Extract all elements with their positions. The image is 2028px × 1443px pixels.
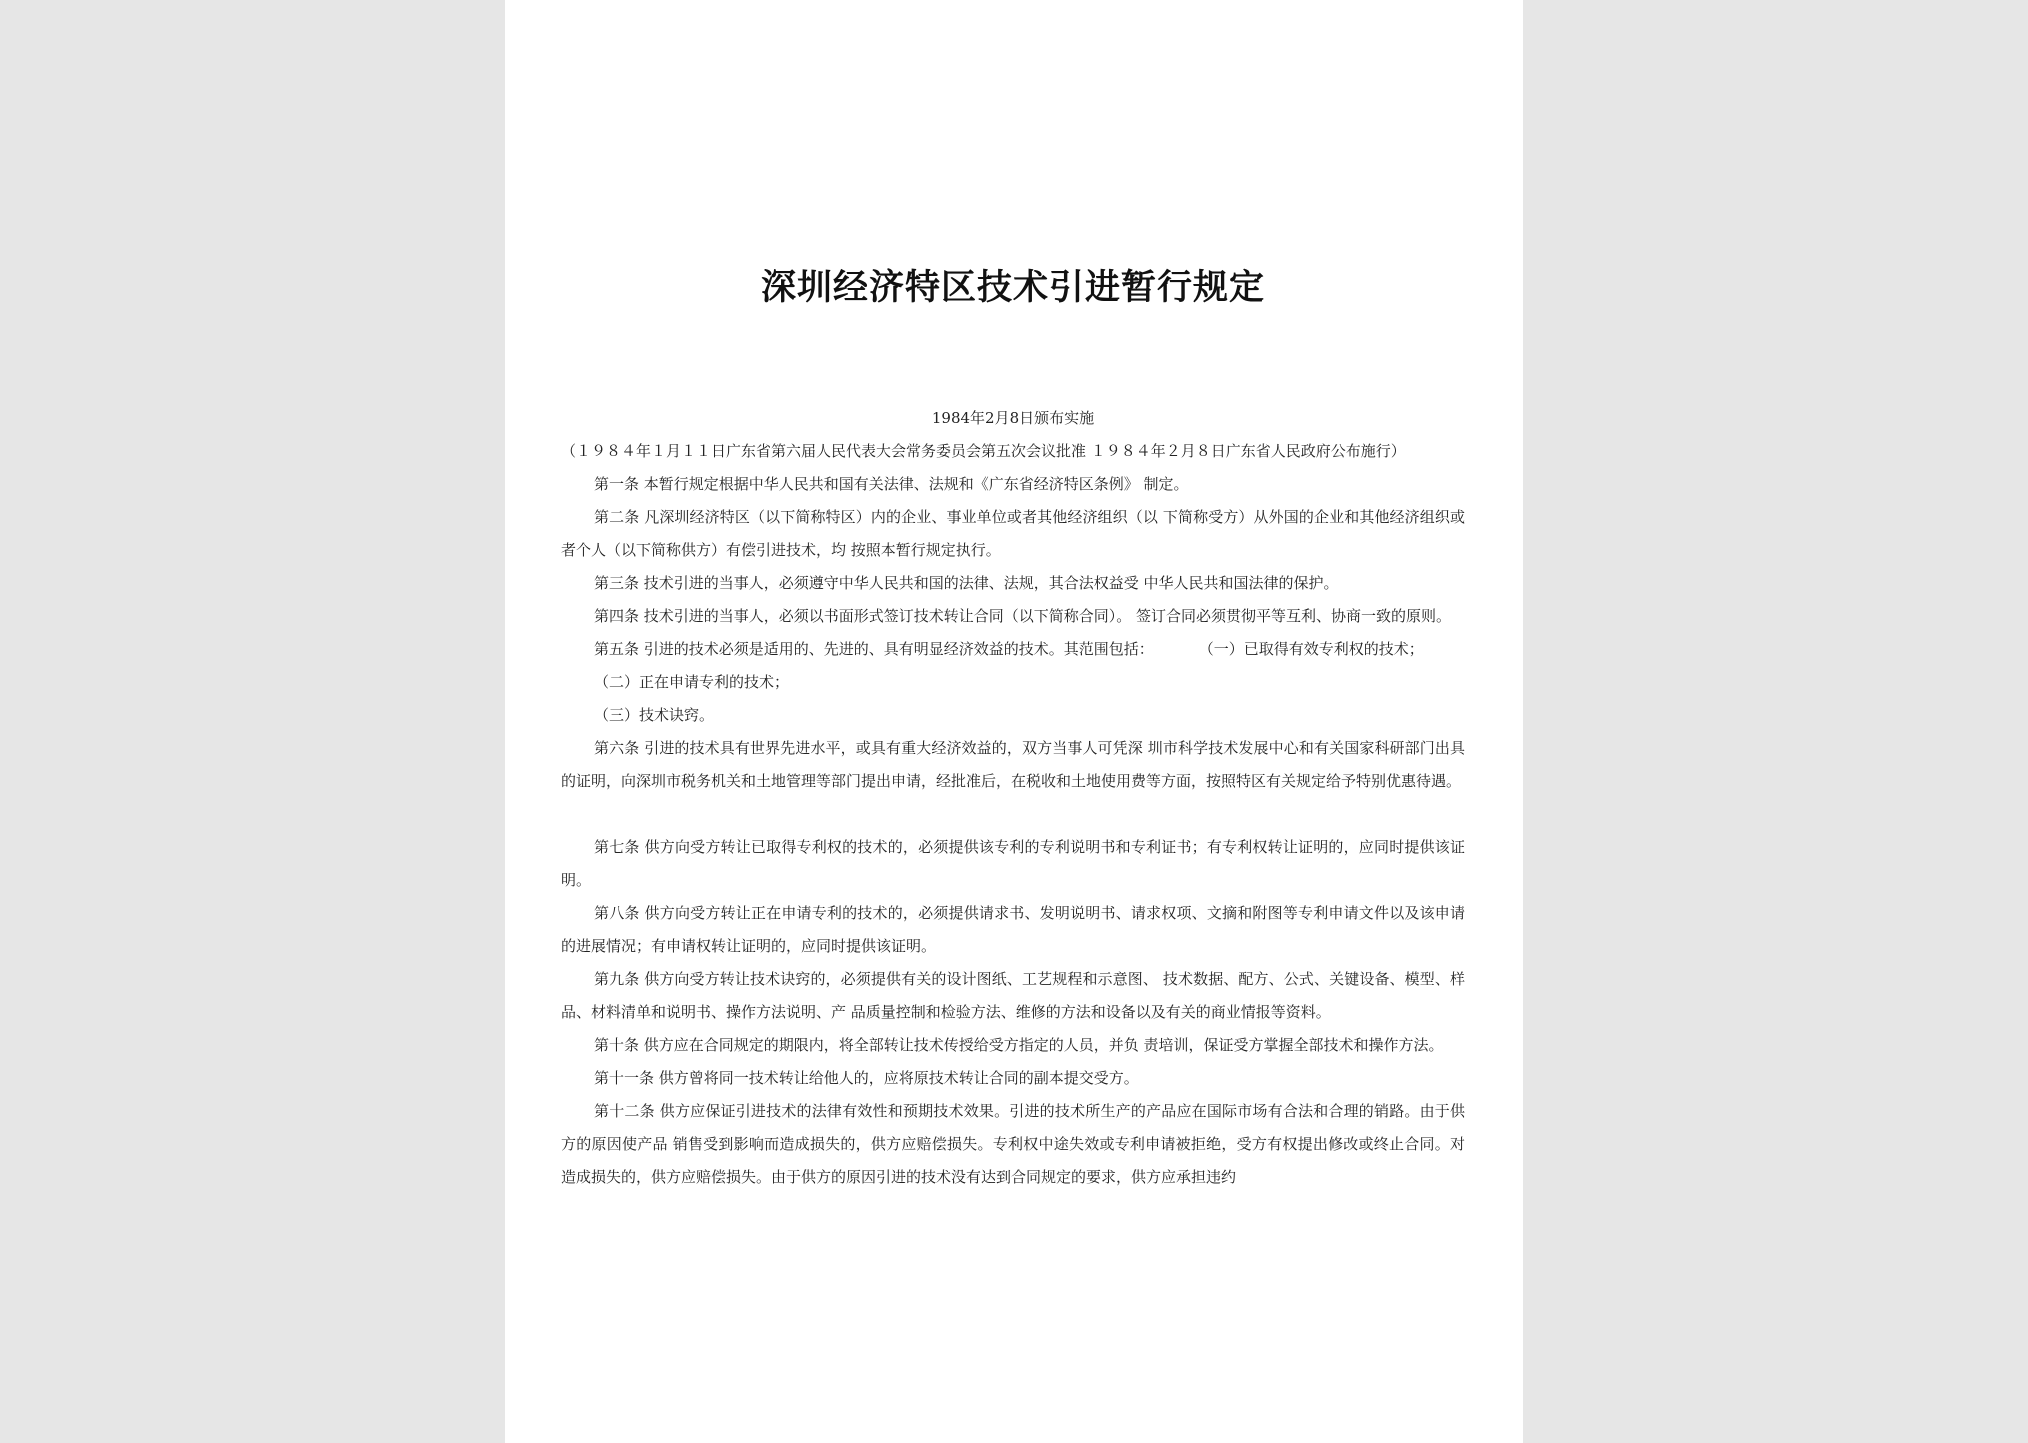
article-5: 第五条 引进的技术必须是适用的、先进的、具有明显经济效益的技术。其范围包括： （一）已取得有效专利权的技术； xyxy=(594,640,1424,658)
article-12: 第十二条 供方应保证引进技术的法律有效性和预期技术效果。引进的技术所生产的产品应在国际市场有合法和合理的销路。由于供方的原因使产品 销售受到影响而造成损失的，供方应赔偿损失。专利权中途失效或专利申请被拒绝，受方有权提出修改或终止合同。对造成损失的，供方应赔偿损失。由于供方的原因引进的技术没有达到合同规定的要求，供方应承担违约 xyxy=(561,1102,1465,1186)
document-title: 深圳经济特区技术引进暂行规定 xyxy=(760,267,1265,308)
article-6: 第六条 引进的技术具有世界先进水平，或具有重大经济效益的，双方当事人可凭深 圳市科学技术发展中心和有关国家科研部门出具的证明，向深圳市税务机关和土地管理等部门提出申请，经批准后，在税收和土地使用费等方面，按照特区有关规定给予特别优惠待遇。 xyxy=(561,739,1465,790)
article-7: 第七条 供方向受方转让已取得专利权的技术的，必须提供该专利的专利说明书和专利证书；有专利权转让证明的，应同时提供该证明。 xyxy=(561,838,1465,889)
article-1: 第一条 本暂行规定根据中华人民共和国有关法律、法规和《广东省经济特区条例》 制定。 xyxy=(594,475,1189,493)
article-4: 第四条 技术引进的当事人，必须以书面形式签订技术转让合同（以下简称合同）。 签订合同必须贯彻平等互利、协商一致的原则。 xyxy=(594,607,1452,625)
approval-note: （１９８４年１月１１日广东省第六届人民代表大会常务委员会第五次会议批准 １９８４年２月８日广东省人民政府公布施行） xyxy=(561,442,1406,460)
article-9: 第九条 供方向受方转让技术诀窍的，必须提供有关的设计图纸、工艺规程和示意图、 技术数据、配方、公式、关键设备、模型、样品、材料清单和说明书、操作方法说明、产 品质量控制和检验方法、维修的方法和设备以及有关的商业情报等资料。 xyxy=(561,970,1465,1021)
article-5-item-2: （二）正在申请专利的技术； xyxy=(594,673,790,691)
document-page xyxy=(505,0,1523,1443)
article-8: 第八条 供方向受方转让正在申请专利的技术的，必须提供请求书、发明说明书、请求权项、文摘和附图等专利申请文件以及该申请的进展情况；有申请权转让证明的，应同时提供该证明。 xyxy=(561,904,1465,955)
article-10: 第十条 供方应在合同规定的期限内，将全部转让技术传授给受方指定的人员，并负 责培训，保证受方掌握全部技术和操作方法。 xyxy=(594,1036,1444,1054)
article-11: 第十一条 供方曾将同一技术转让给他人的，应将原技术转让合同的副本提交受方。 xyxy=(594,1069,1139,1087)
article-5-item-3: （三）技术诀窍。 xyxy=(594,706,715,724)
paragraph-gap xyxy=(561,798,1465,831)
article-3: 第三条 技术引进的当事人，必须遵守中华人民共和国的法律、法规，其合法权益受 中华人民共和国法律的保护。 xyxy=(594,574,1339,592)
promulgation-date: 1984年2月8日颁布实施 xyxy=(931,409,1095,427)
article-2: 第二条 凡深圳经济特区（以下简称特区）内的企业、事业单位或者其他经济组织（以 下简称受方）从外国的企业和其他经济组织或者个人（以下简称供方）有偿引进技术，均 按照本暂行规定执行。 xyxy=(561,508,1465,559)
